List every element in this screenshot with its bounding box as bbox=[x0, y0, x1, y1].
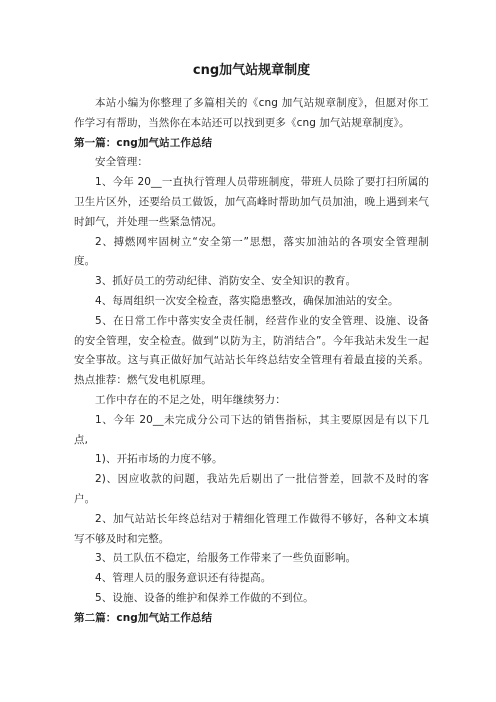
paragraph-safety-2: 2、搏燃网牢固树立“安全第一”思想，落实加油站的各项安全管理制度。 bbox=[74, 235, 429, 268]
section-heading-2: 第二篇：cng加气站工作总结 bbox=[74, 611, 213, 624]
paragraph-shortcoming-1-b: 2)、因应收款的问题，我站先后剔出了一批信誉差，回款不及时的客户。 bbox=[74, 473, 429, 505]
paragraph-shortcoming-1: 1、今年 20__未完成分公司下达的销售指标，其主要原因是有以下几点, bbox=[74, 413, 429, 446]
paragraph-shortcoming-1-a: 1)、开拓市场的力度不够。 bbox=[95, 453, 223, 466]
intro-paragraph: 本站小编为你整理了多篇相关的《cng 加气站规章制度》，但愿对你工作学习有帮助，当然你在本站还可以找到更多《cng 加气站规章制度》。 bbox=[74, 97, 429, 129]
paragraph-safety-1: 1、今年 20__一直执行管理人员带班制度，带班人员除了要打扫所属的卫生片区外，还要给员工做饭，加气高峰时帮助加气员加油，晚上遇到来气时卸气，并处理一些紧急情况。 bbox=[74, 176, 429, 228]
document-title: cng加气站规章制度 bbox=[192, 63, 311, 78]
paragraph-shortcomings-label: 工作中存在的不足之处，明年继续努力： bbox=[95, 393, 286, 406]
section-heading-1: 第一篇：cng加气站工作总结 bbox=[74, 136, 213, 149]
paragraph-shortcoming-2: 2、加气站站长年终总结对于精细化管理工作做得不够好，各种文本填写不够及时和完整。 bbox=[74, 512, 429, 545]
paragraph-shortcoming-4: 4、管理人员的服务意识还有待提高。 bbox=[95, 572, 272, 585]
paragraph-safety-label: 安全管理： bbox=[95, 156, 148, 169]
paragraph-shortcoming-3: 3、员工队伍不稳定，给服务工作带来了一些负面影响。 bbox=[95, 552, 357, 565]
paragraph-safety-3: 3、抓好员工的劳动纪律、消防安全、安全知识的教育。 bbox=[95, 275, 357, 288]
paragraph-safety-5: 5、在日常工作中落实安全责任制，经营作业的安全管理、设施、设备的安全管理，安全检查。做到“以防为主，防消结合”。今年我站未发生一起安全事故。这与真正做好加气站站长年终总结安全管理有着最直接的关系。热点推荐：燃气发电机原理。 bbox=[74, 314, 429, 387]
paragraph-safety-4: 4、每周组织一次安全检查，落实隐患整改，确保加油站的安全。 bbox=[95, 294, 399, 307]
paragraph-shortcoming-5: 5、设施、设备的维护和保养工作做的不到位。 bbox=[95, 591, 314, 604]
document-body bbox=[74, 62, 429, 629]
